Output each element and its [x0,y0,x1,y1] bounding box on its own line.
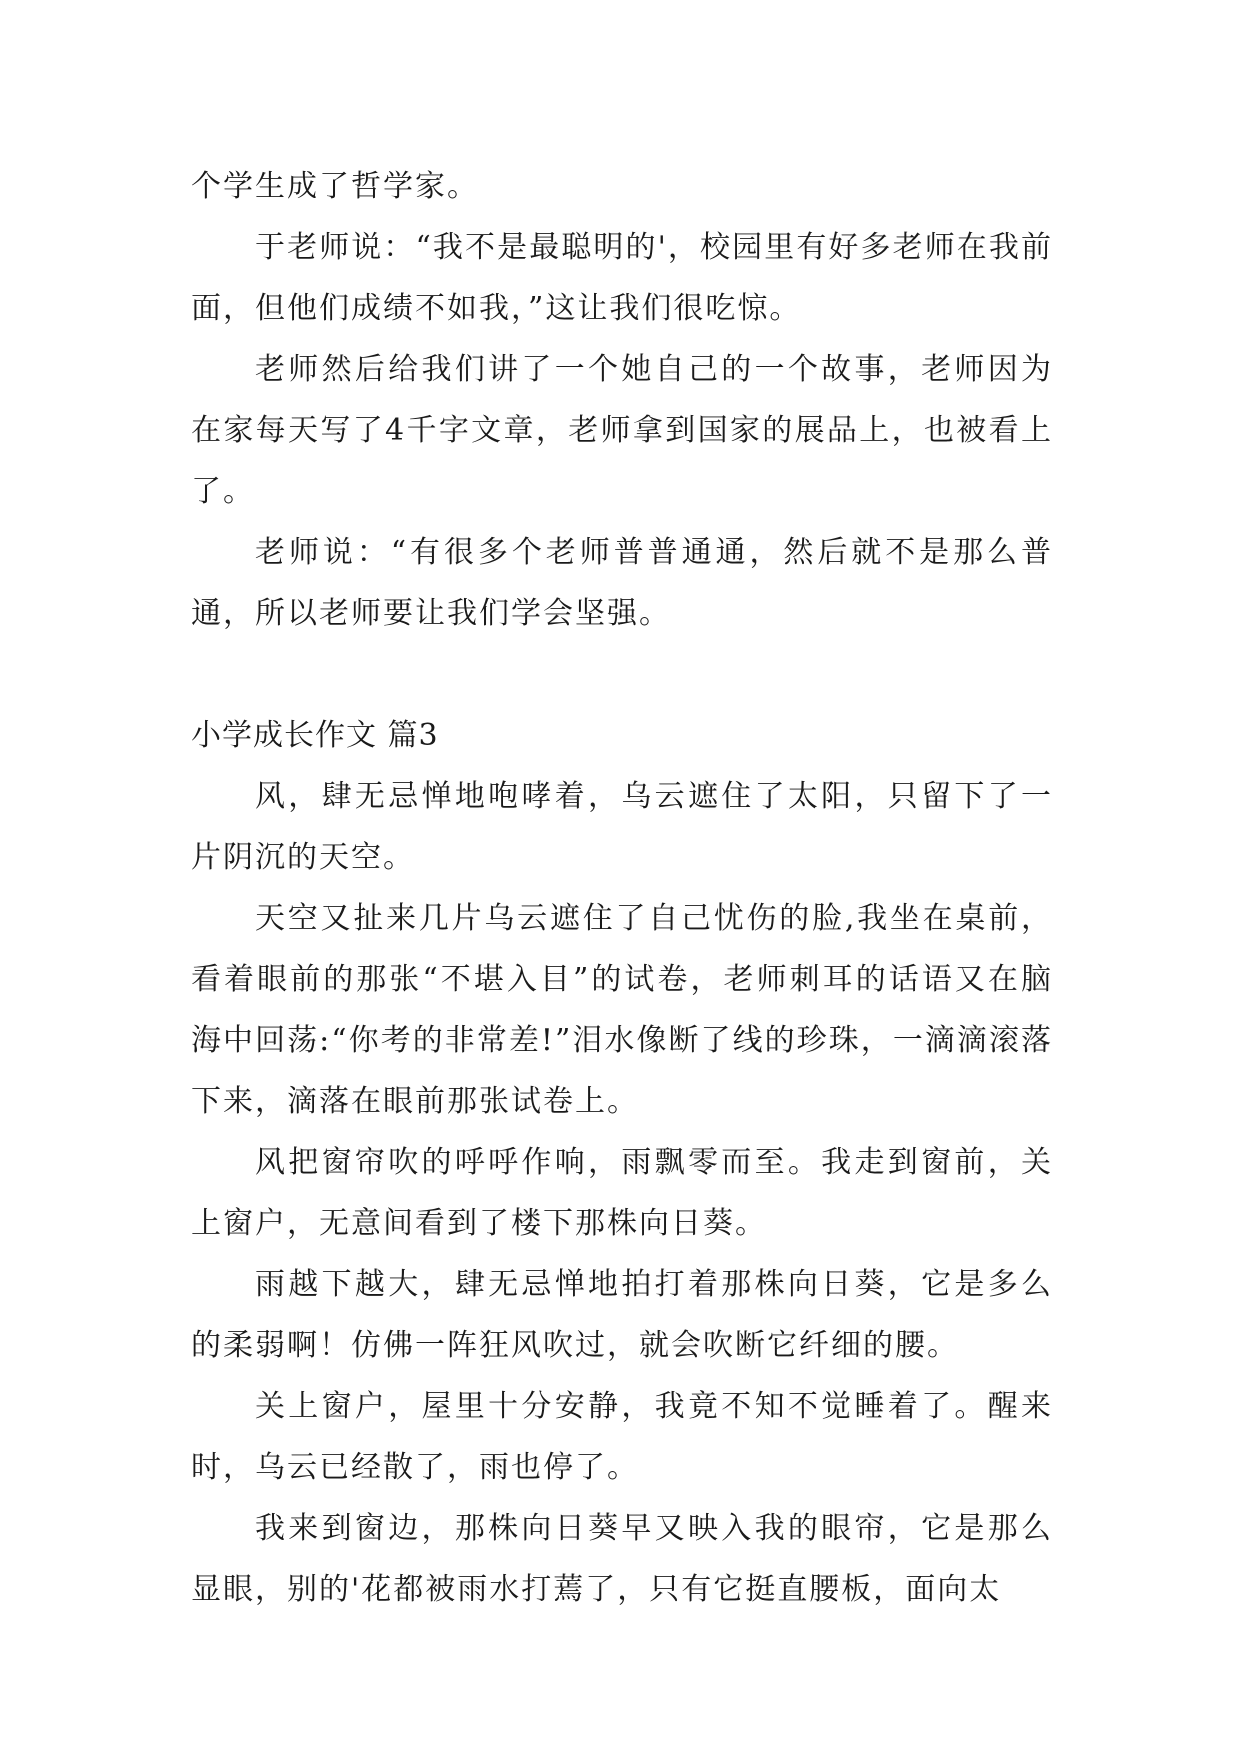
paragraph: 我来到窗边，那株向日葵早又映入我的眼帘，它是那么显眼，别的'花都被雨水打蔫了，只有它挺直腰板，面向太 [191,1511,1053,1607]
paragraph: 个学生成了哲学家。 [191,169,479,204]
section-spacer [191,644,1053,705]
section-heading: 小学成长作文 篇3 [191,718,439,753]
paragraph: 老师说：“有很多个老师普普通通，然后就不是那么普通，所以老师要让我们学会坚强。 [191,535,1053,631]
document-body [191,156,1053,1620]
paragraph: 天空又扯来几片乌云遮住了自己忧伤的脸,我坐在桌前，看着眼前的那张“不堪入目”的试卷，老师刺耳的话语又在脑海中回荡:“你考的非常差!”泪水像断了线的珍珠，一滴滴滚落下来，滴落在眼前那张试卷上。 [191,901,1053,1119]
paragraph: 于老师说：“我不是最聪明的'，校园里有好多老师在我前面，但他们成绩不如我，”这让我们很吃惊。 [191,230,1053,326]
paragraph: 雨越下越大，肆无忌惮地拍打着那株向日葵，它是多么的柔弱啊！仿佛一阵狂风吹过，就会吹断它纤细的腰。 [191,1267,1053,1363]
paragraph: 老师然后给我们讲了一个她自己的一个故事，老师因为在家每天写了4千字文章，老师拿到国家的展品上，也被看上了。 [191,352,1053,509]
paragraph: 风把窗帘吹的呼呼作响，雨飘零而至。我走到窗前，关上窗户，无意间看到了楼下那株向日葵。 [191,1145,1053,1241]
paragraph: 风，肆无忌惮地咆哮着，乌云遮住了太阳，只留下了一片阴沉的天空。 [191,779,1053,875]
paragraph: 关上窗户，屋里十分安静，我竟不知不觉睡着了。醒来时，乌云已经散了，雨也停了。 [191,1389,1053,1485]
